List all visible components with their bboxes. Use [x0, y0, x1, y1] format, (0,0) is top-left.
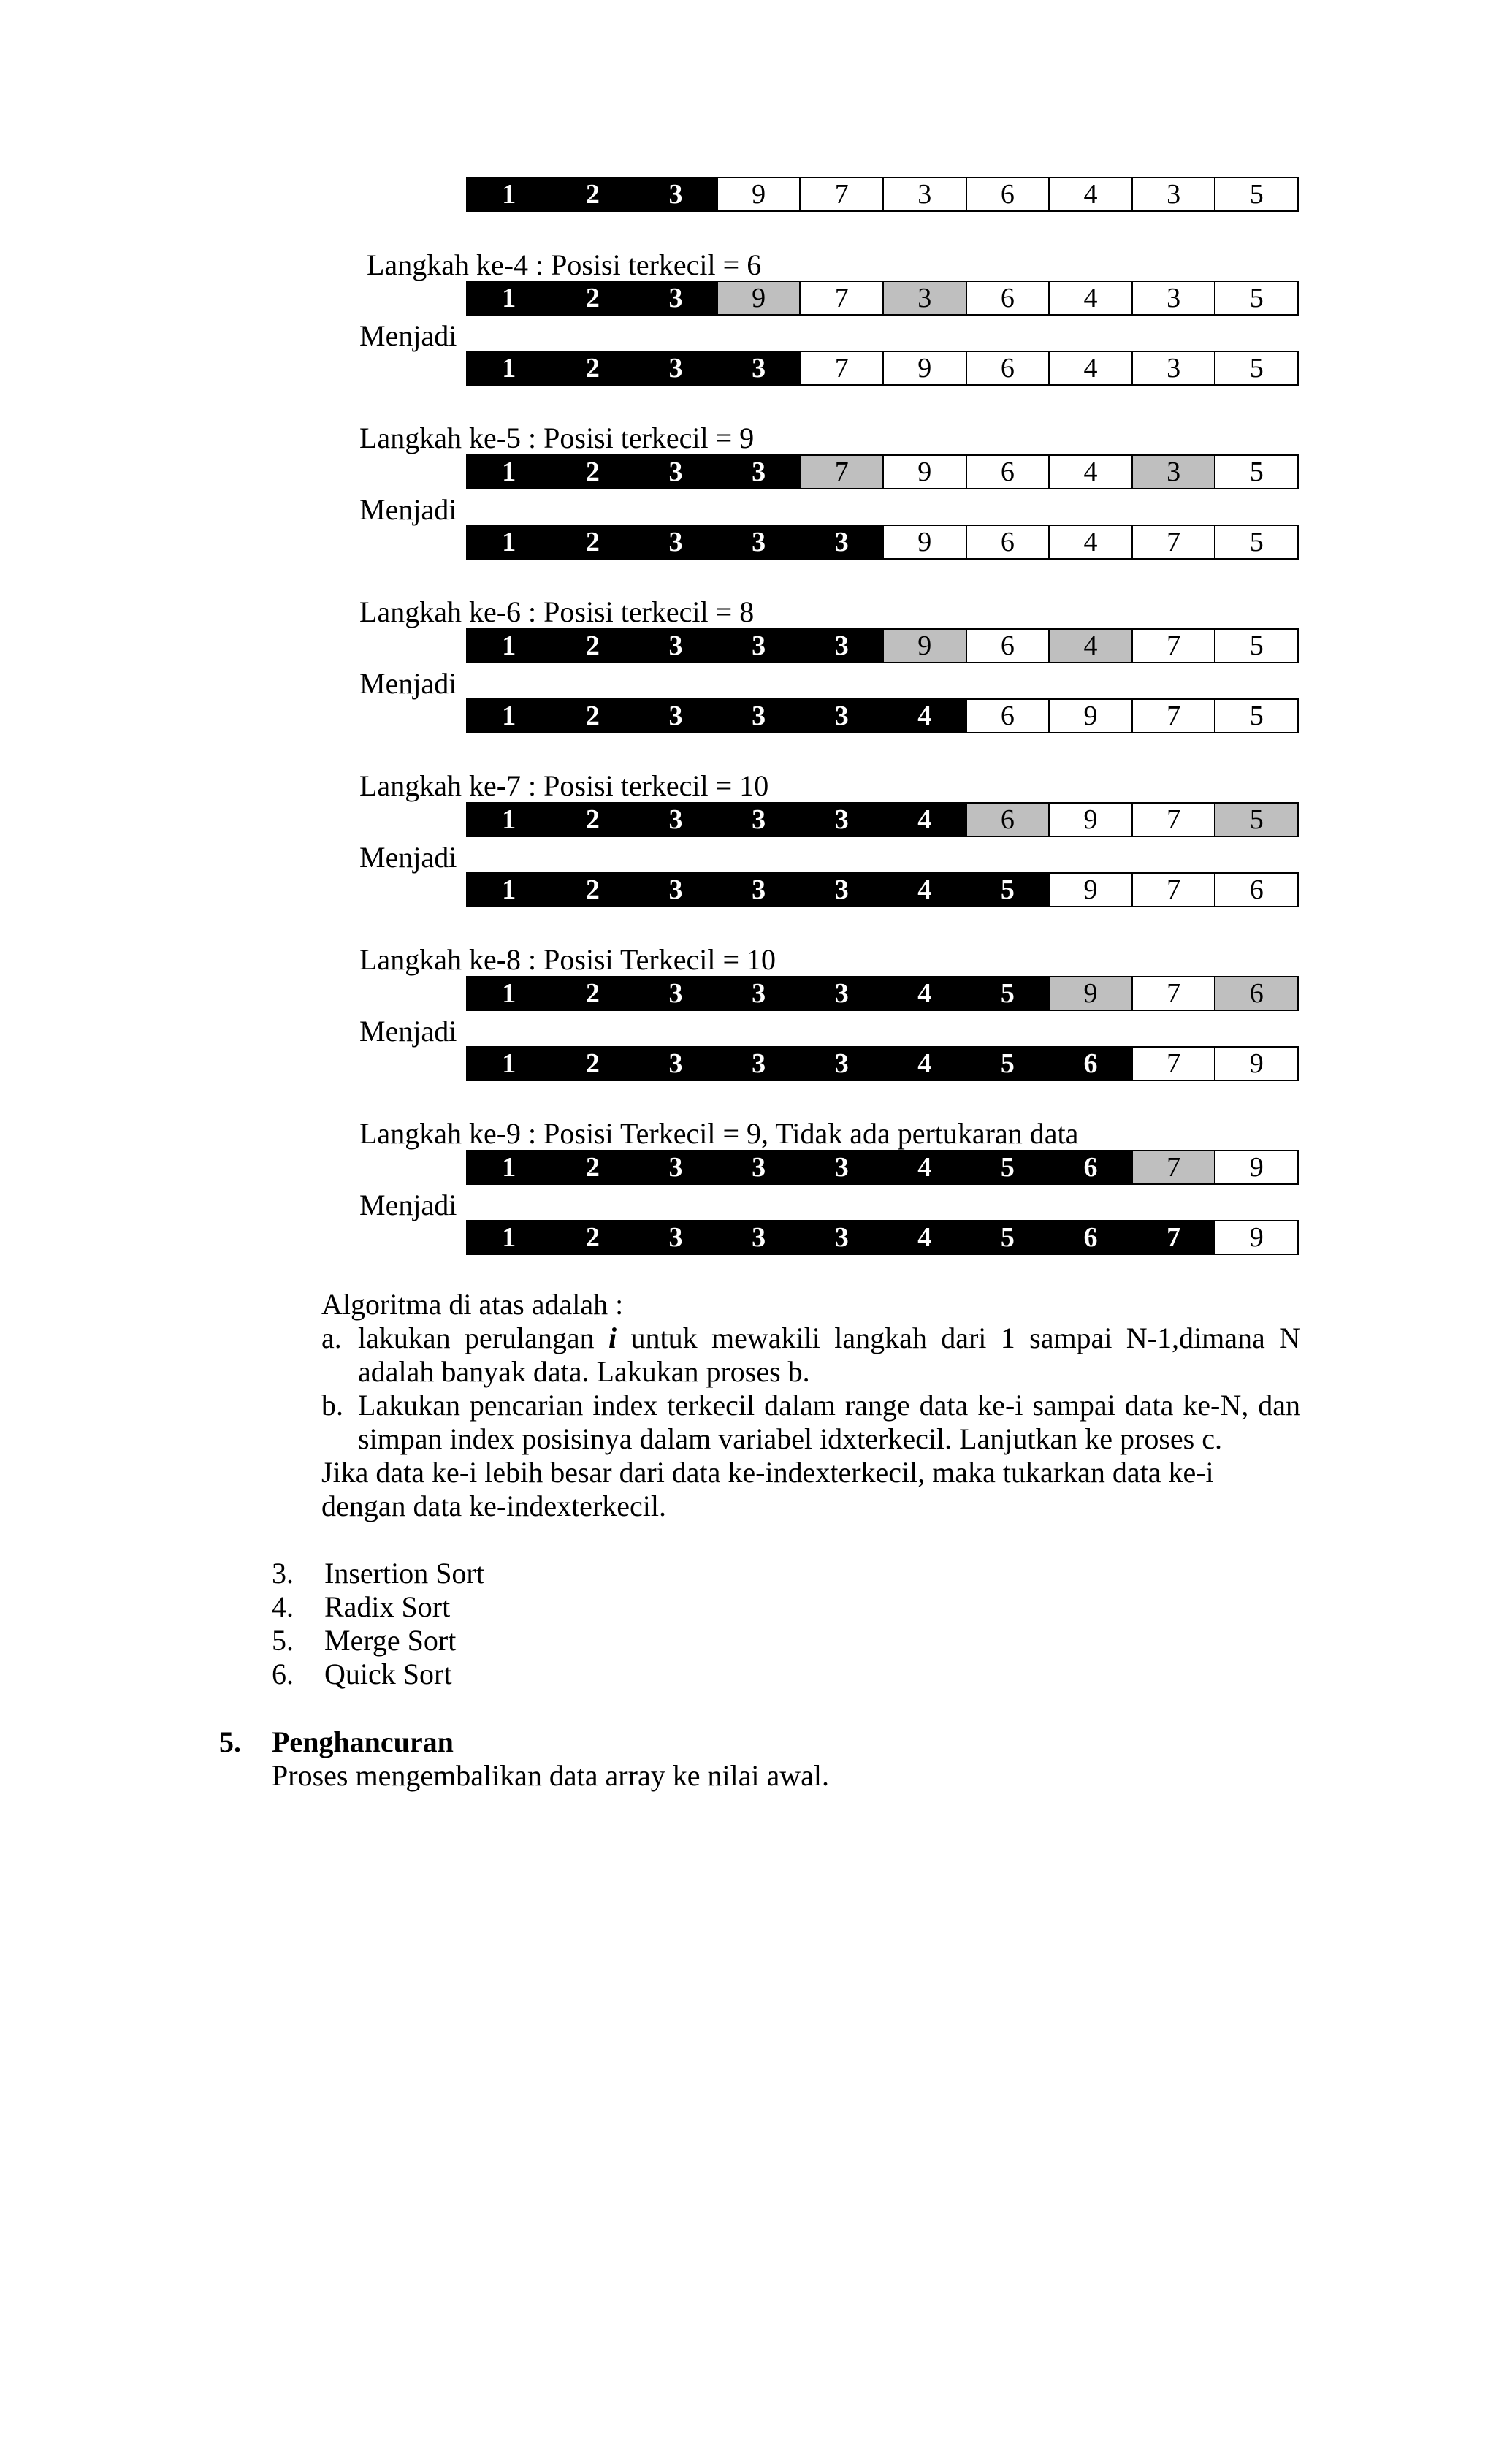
array-cell-sorted: 1 [468, 1221, 551, 1254]
item-marker: a. [321, 1321, 342, 1354]
array-cell: 5 [1214, 178, 1297, 210]
array-cell: 6 [966, 282, 1049, 314]
array-cell-sorted: 6 [1048, 1048, 1131, 1080]
array-after [466, 872, 1299, 907]
array-cell-sorted: 5 [966, 1151, 1049, 1183]
array-cell-swap: 3 [882, 282, 966, 314]
array-cell-sorted: 3 [717, 804, 800, 836]
step-title: Langkah ke-6 : Posisi terkecil = 8 [359, 595, 755, 628]
array-cell-sorted: 3 [799, 630, 882, 662]
array-cell: 4 [1048, 526, 1131, 558]
array-cell-swap: 9 [1048, 977, 1131, 1010]
array-before [466, 1150, 1299, 1185]
algorithm-item-a [321, 1321, 1300, 1389]
array-cell-sorted: 1 [468, 178, 551, 210]
array-cell-swap: 4 [1048, 630, 1131, 662]
array-cell: 9 [1214, 1151, 1297, 1183]
array-cell-swap: 9 [717, 282, 800, 314]
list-item [272, 1557, 484, 1590]
item-text: untuk mewakili langkah dari 1 sampai N-1,dimana N adalah banyak data. Lakukan proses b. [358, 1321, 1300, 1388]
array-cell: 7 [1131, 1048, 1215, 1080]
array-cell-sorted: 1 [468, 700, 551, 732]
array-cell-sorted: 3 [799, 804, 882, 836]
array-cell-sorted: 3 [717, 352, 800, 384]
item-body [358, 1321, 1300, 1389]
array-cell-sorted: 1 [468, 1048, 551, 1080]
menjadi-label: Menjadi [359, 1015, 457, 1048]
array-cell: 7 [1131, 977, 1215, 1010]
loop-variable: i [608, 1321, 617, 1354]
algorithm-tail: Jika data ke-i lebih besar dari data ke-indexterkecil, maka tukarkan data ke-i dengan data ke-indexterkecil. [321, 1456, 1214, 1522]
step-title: Langkah ke-9 : Posisi Terkecil = 9, Tidak ada pertukaran data [359, 1117, 1079, 1150]
array-cell-sorted: 3 [633, 1151, 717, 1183]
array-cell: 6 [1214, 874, 1297, 906]
array-after [466, 1220, 1299, 1255]
array-cell-swap: 6 [966, 804, 1049, 836]
array-cell-sorted: 2 [551, 1151, 634, 1183]
array-before [466, 628, 1299, 663]
array-cell: 7 [1131, 804, 1215, 836]
array-after [466, 525, 1299, 560]
array-cell: 9 [1214, 1048, 1297, 1080]
menjadi-label: Menjadi [359, 1189, 457, 1221]
array-cell: 7 [1131, 526, 1215, 558]
array-cell-sorted: 3 [633, 977, 717, 1010]
array-cell-sorted: 2 [551, 178, 634, 210]
array-cell-sorted: 4 [882, 977, 966, 1010]
step-title: Langkah ke-5 : Posisi terkecil = 9 [359, 422, 755, 454]
array-cell: 9 [1048, 804, 1131, 836]
array-cell: 4 [1048, 456, 1131, 488]
array-cell-sorted: 3 [633, 178, 717, 210]
array-cell-sorted: 1 [468, 352, 551, 384]
list-item [272, 1590, 450, 1624]
array-cell-sorted: 5 [966, 874, 1049, 906]
array-cell-swap: 7 [799, 456, 882, 488]
menjadi-label: Menjadi [359, 667, 457, 700]
array-cell: 7 [1131, 630, 1215, 662]
array-cell: 7 [799, 178, 882, 210]
menjadi-label: Menjadi [359, 319, 457, 352]
array-cell-sorted: 5 [966, 977, 1049, 1010]
array-cell-swap: 6 [1214, 977, 1297, 1010]
array-cell-sorted: 3 [633, 526, 717, 558]
array-cell-sorted: 1 [468, 456, 551, 488]
array-cell-sorted: 3 [633, 352, 717, 384]
array-cell-sorted: 3 [717, 630, 800, 662]
array-cell: 5 [1214, 282, 1297, 314]
array-cell-sorted: 4 [882, 1048, 966, 1080]
array-cell-sorted: 4 [882, 804, 966, 836]
section-heading: Penghancuran [272, 1725, 454, 1758]
array-cell-swap: 5 [1214, 804, 1297, 836]
array-before [466, 976, 1299, 1011]
array-cell: 6 [966, 178, 1049, 210]
array-cell-sorted: 7 [1131, 1221, 1215, 1254]
array-cell: 6 [966, 352, 1049, 384]
array-cell: 3 [1131, 282, 1215, 314]
array-cell-sorted: 1 [468, 804, 551, 836]
array-cell: 5 [1214, 456, 1297, 488]
array-cell-sorted: 3 [633, 282, 717, 314]
array-cell-sorted: 2 [551, 282, 634, 314]
array-cell-sorted: 2 [551, 874, 634, 906]
array-cell: 7 [1131, 874, 1215, 906]
array-cell-sorted: 2 [551, 977, 634, 1010]
array-cell-sorted: 3 [633, 804, 717, 836]
array-cell: 7 [799, 282, 882, 314]
array-cell-sorted: 5 [966, 1221, 1049, 1254]
array-cell-sorted: 2 [551, 700, 634, 732]
step-title: Langkah ke-4 : Posisi terkecil = 6 [367, 248, 762, 281]
array-cell-sorted: 3 [633, 456, 717, 488]
array-cell-sorted: 3 [799, 1221, 882, 1254]
list-label: Quick Sort [324, 1658, 452, 1690]
array-cell: 6 [966, 700, 1049, 732]
array-cell: 4 [1048, 282, 1131, 314]
array-cell-swap: 7 [1131, 1151, 1215, 1183]
array-cell-sorted: 3 [717, 874, 800, 906]
array-cell-sorted: 2 [551, 1221, 634, 1254]
array-cell-sorted: 4 [882, 874, 966, 906]
array-cell-sorted: 5 [966, 1048, 1049, 1080]
array-cell-sorted: 3 [799, 700, 882, 732]
array-cell: 3 [1131, 352, 1215, 384]
array-cell-sorted: 1 [468, 630, 551, 662]
item-text: lakukan perulangan [358, 1321, 609, 1354]
array-cell-sorted: 3 [799, 1048, 882, 1080]
array-cell: 3 [1131, 178, 1215, 210]
array-cell-sorted: 6 [1048, 1151, 1131, 1183]
item-body: Lakukan pencarian index terkecil dalam range data ke-i sampai data ke-N, dan simpan index posisinya dalam variabel idxterkecil. Lanjutkan ke proses c. [358, 1389, 1300, 1455]
step-title: Langkah ke-7 : Posisi terkecil = 10 [359, 769, 769, 802]
array-cell-sorted: 2 [551, 630, 634, 662]
array-cell-swap: 3 [1131, 456, 1215, 488]
array-cell: 5 [1214, 700, 1297, 732]
list-number: 4. [272, 1590, 294, 1623]
array-before [466, 802, 1299, 837]
array-cell: 9 [1048, 874, 1131, 906]
array-cell-sorted: 1 [468, 874, 551, 906]
array-cell: 5 [1214, 630, 1297, 662]
list-number: 5. [272, 1624, 294, 1657]
array-cell-sorted: 3 [633, 1221, 717, 1254]
array-cell-sorted: 2 [551, 1048, 634, 1080]
array-cell-swap: 9 [882, 630, 966, 662]
array-cell: 6 [966, 526, 1049, 558]
array-cell-sorted: 3 [717, 1151, 800, 1183]
menjadi-label: Menjadi [359, 841, 457, 874]
array-after [466, 351, 1299, 386]
list-label: Merge Sort [324, 1624, 457, 1657]
array-cell-sorted: 3 [799, 977, 882, 1010]
array-cell-sorted: 3 [717, 526, 800, 558]
array-cell: 9 [882, 526, 966, 558]
array-cell-sorted: 3 [717, 1048, 800, 1080]
algorithm-item-b [321, 1389, 1300, 1456]
array-cell-sorted: 1 [468, 282, 551, 314]
array-cell-sorted: 3 [633, 700, 717, 732]
array-cell: 6 [966, 456, 1049, 488]
array-after [466, 1046, 1299, 1081]
array-cell-sorted: 3 [633, 630, 717, 662]
array-cell-sorted: 3 [717, 977, 800, 1010]
array-after [466, 698, 1299, 733]
array-cell: 9 [882, 352, 966, 384]
array-cell-sorted: 3 [799, 874, 882, 906]
array-cell: 7 [1131, 700, 1215, 732]
array-cell: 9 [717, 178, 800, 210]
section-text: Proses mengembalikan data array ke nilai awal. [272, 1759, 830, 1792]
array-before [466, 281, 1299, 316]
array-initial [466, 177, 1299, 212]
array-cell: 5 [1214, 352, 1297, 384]
list-label: Radix Sort [324, 1590, 451, 1623]
array-cell-sorted: 2 [551, 804, 634, 836]
item-marker: b. [321, 1389, 343, 1422]
array-cell-sorted: 6 [1048, 1221, 1131, 1254]
array-cell-sorted: 2 [551, 526, 634, 558]
array-cell-sorted: 3 [633, 1048, 717, 1080]
array-cell-sorted: 3 [717, 456, 800, 488]
array-cell: 9 [882, 456, 966, 488]
list-number: 3. [272, 1557, 294, 1590]
array-cell: 6 [966, 630, 1049, 662]
array-cell-sorted: 4 [882, 1221, 966, 1254]
array-cell-sorted: 1 [468, 1151, 551, 1183]
array-cell: 9 [1048, 700, 1131, 732]
array-cell-sorted: 3 [799, 1151, 882, 1183]
array-cell-sorted: 1 [468, 977, 551, 1010]
array-cell-sorted: 3 [717, 700, 800, 732]
list-number: 6. [272, 1658, 294, 1690]
list-item [272, 1658, 451, 1691]
array-cell: 4 [1048, 352, 1131, 384]
array-cell-sorted: 1 [468, 526, 551, 558]
array-cell-sorted: 3 [633, 874, 717, 906]
array-cell: 4 [1048, 178, 1131, 210]
list-item [272, 1624, 456, 1658]
step-title: Langkah ke-8 : Posisi Terkecil = 10 [359, 943, 776, 976]
algorithm-intro: Algoritma di atas adalah : [321, 1288, 624, 1321]
array-cell-sorted: 4 [882, 1151, 966, 1183]
array-cell-sorted: 4 [882, 700, 966, 732]
section-number: 5. [219, 1725, 241, 1758]
array-cell: 5 [1214, 526, 1297, 558]
array-cell: 9 [1214, 1221, 1297, 1254]
array-cell-sorted: 2 [551, 352, 634, 384]
array-cell: 3 [882, 178, 966, 210]
array-before [466, 454, 1299, 489]
array-cell-sorted: 2 [551, 456, 634, 488]
array-cell-sorted: 3 [799, 526, 882, 558]
list-label: Insertion Sort [324, 1557, 484, 1590]
menjadi-label: Menjadi [359, 493, 457, 526]
array-cell: 7 [799, 352, 882, 384]
array-cell-sorted: 3 [717, 1221, 800, 1254]
